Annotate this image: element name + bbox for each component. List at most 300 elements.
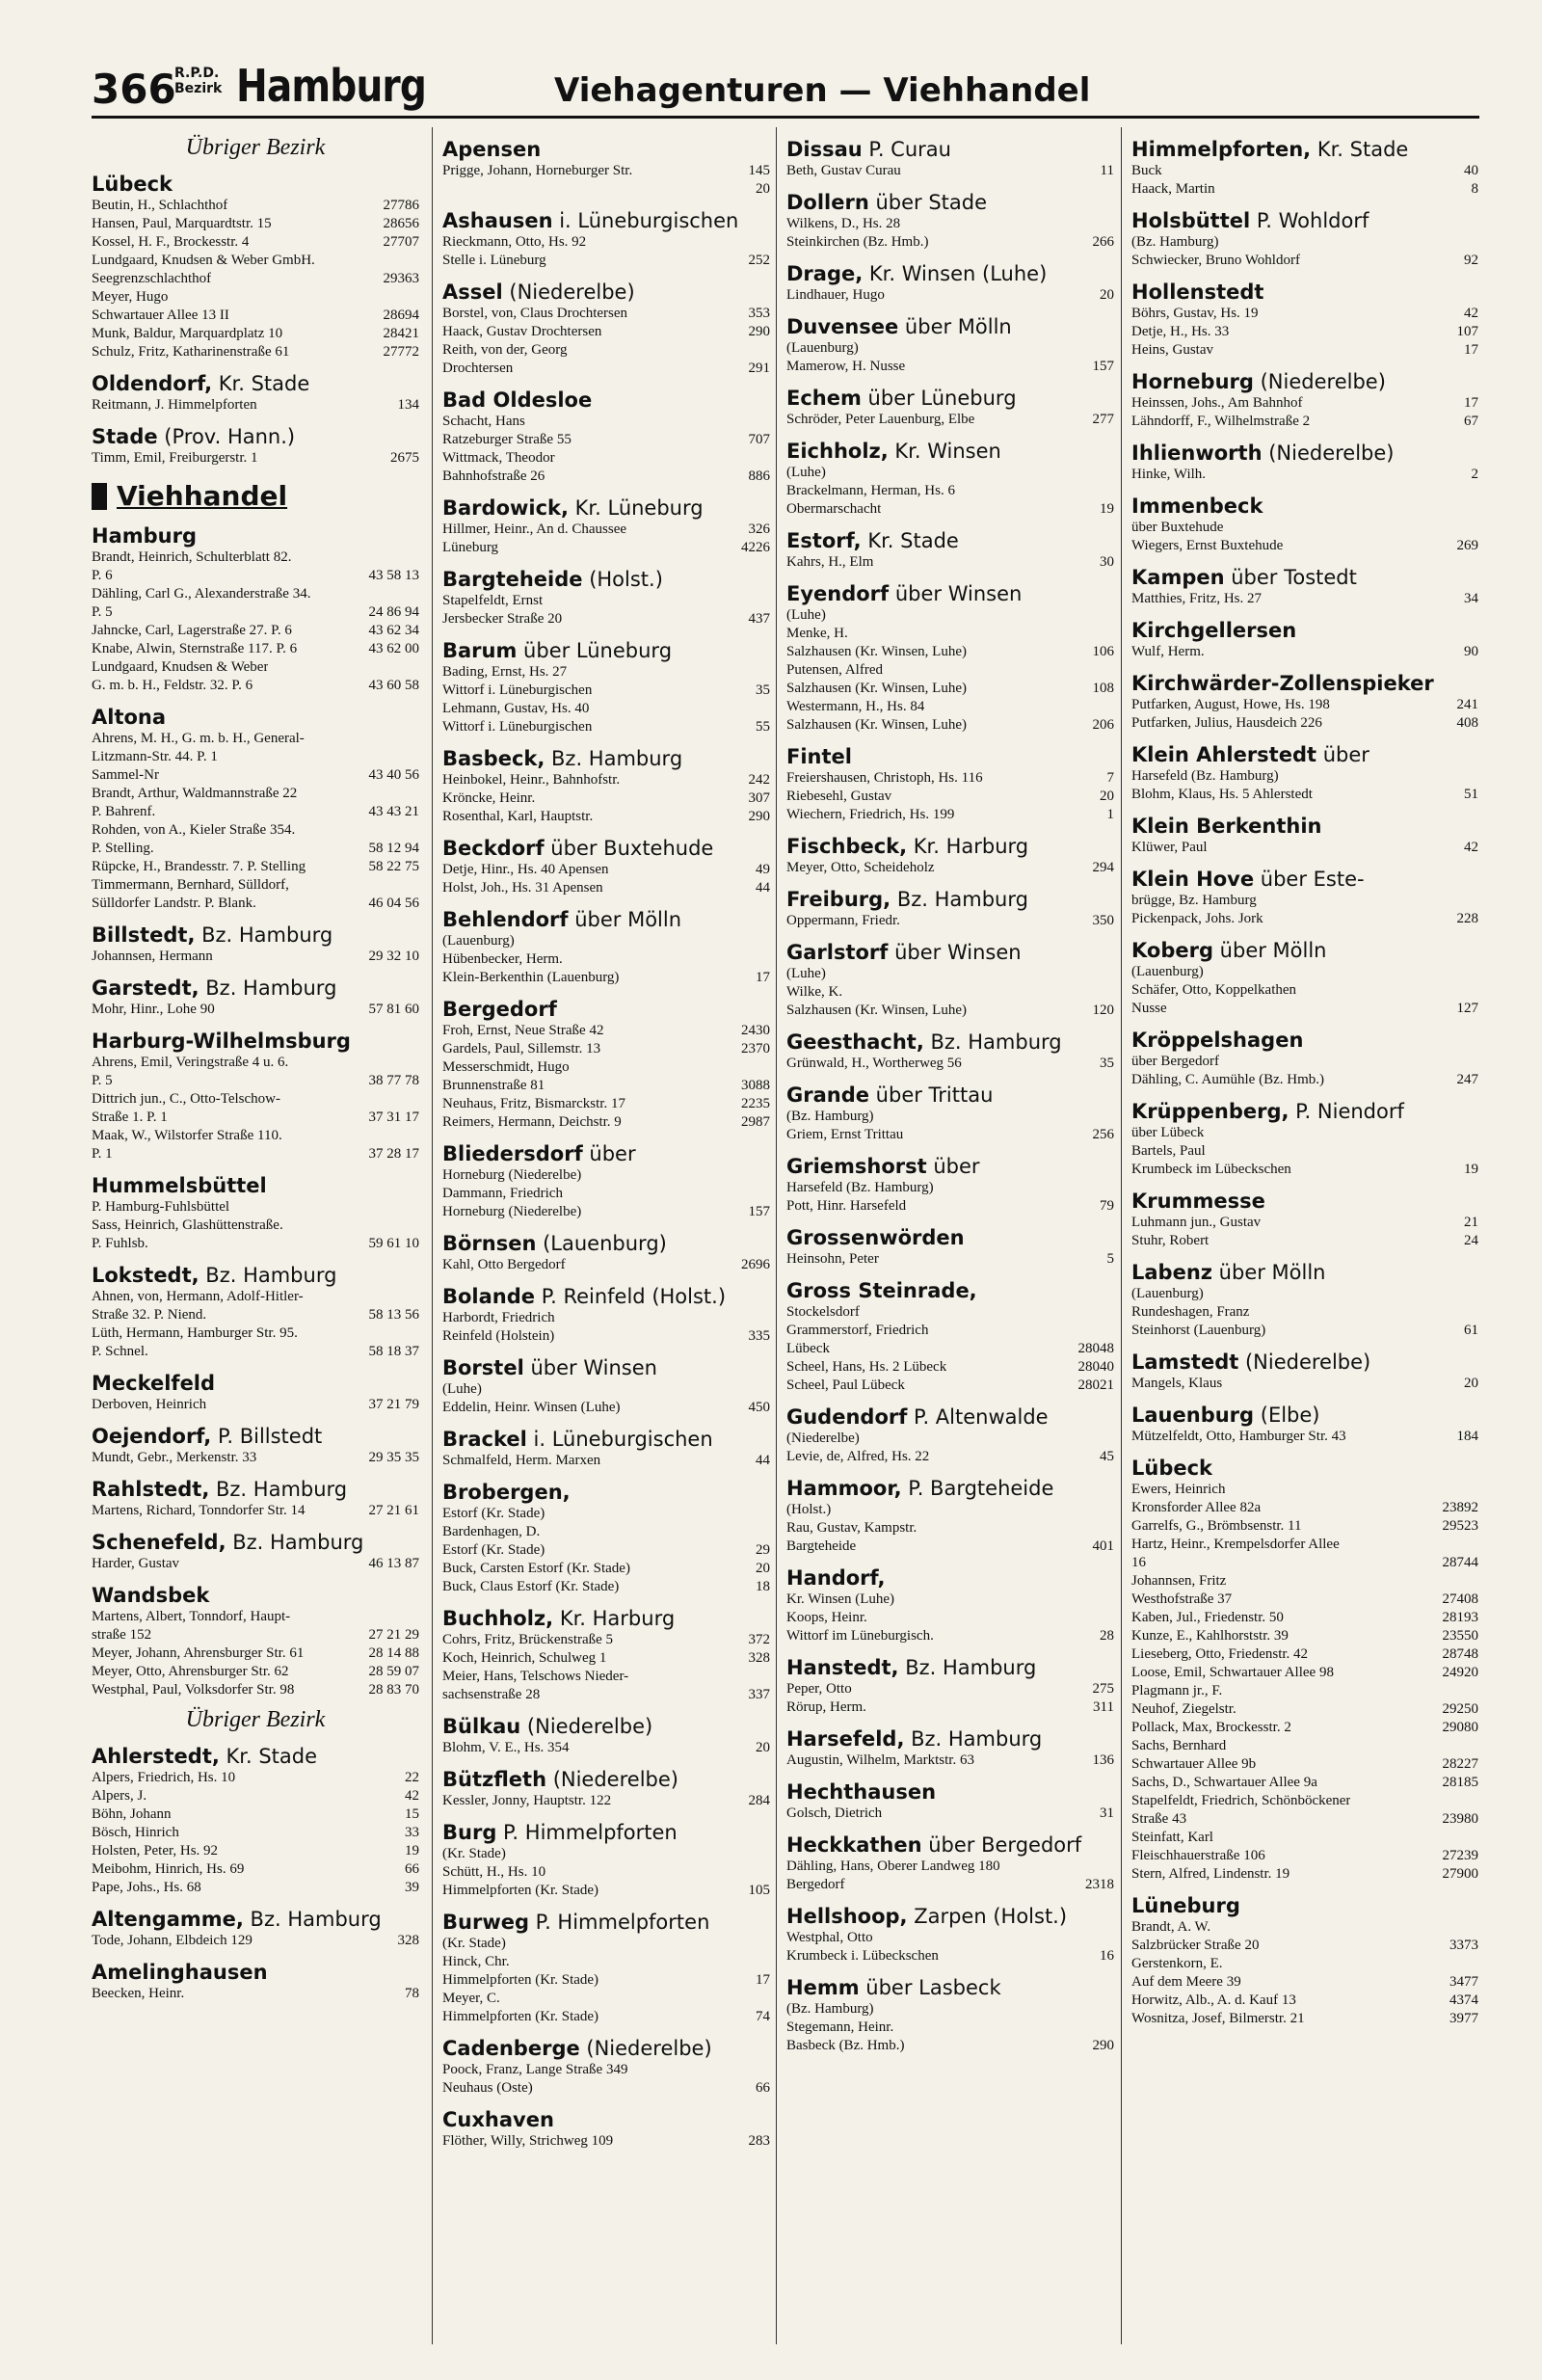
entry-phone: 284: [748, 1793, 770, 1808]
entry-name: Kaben, Jul., Friedenstr. 50: [1131, 1610, 1284, 1625]
directory-entry: [92, 1235, 419, 1253]
directory-entry: [92, 748, 419, 766]
directory-entry: [92, 1109, 419, 1127]
entry-phone: 328: [748, 1650, 770, 1666]
entry-phone: 38 77 78: [368, 1073, 419, 1088]
place-heading: [92, 1583, 419, 1608]
place-heading: [1131, 938, 1478, 963]
entry-phone: 1: [1106, 807, 1114, 822]
entry-name: Horwitz, Alb., A. d. Kauf 13: [1131, 1992, 1296, 2008]
directory-entry: [442, 1953, 770, 1971]
section-banner: [92, 479, 419, 514]
entry-phone: 134: [397, 397, 419, 413]
entry-name: Pape, Johs., Hs. 68: [92, 1880, 201, 1895]
entry-phone: 67: [1464, 414, 1478, 429]
directory-entry: [442, 1185, 770, 1203]
place-heading: [442, 1767, 770, 1792]
entry-name: Brandt, Heinrich, Schulterblatt 82.: [92, 549, 292, 565]
entry-phone: 27 21 61: [368, 1503, 419, 1518]
place-heading: [442, 1284, 770, 1309]
place-qualifier: über Mölln: [1213, 939, 1327, 962]
directory-entry: [442, 610, 770, 628]
entry-name: (Lauenburg): [442, 933, 515, 949]
place-qualifier: über Winsen: [889, 582, 1023, 605]
entry-name: P. Schnel.: [92, 1344, 148, 1359]
entry-name: Beutin, H., Schlachthof: [92, 198, 228, 213]
place-name: Labenz: [1131, 1261, 1212, 1284]
entry-phone: 8: [1471, 181, 1478, 197]
directory-entry: [786, 482, 1114, 500]
directory-entry: [786, 1627, 1114, 1645]
entry-phone: 29250: [1442, 1701, 1478, 1717]
directory-entry: [786, 233, 1114, 252]
entry-phone: 184: [1456, 1429, 1478, 1444]
entry-name: Riebesehl, Gustav: [786, 789, 892, 804]
entry-name: Kr. Winsen (Luhe): [786, 1591, 895, 1607]
place-name: Altengamme,: [92, 1908, 244, 1931]
entry-phone: 120: [1092, 1003, 1114, 1018]
entry-name: Schäfer, Otto, Koppelkathen: [1131, 982, 1297, 998]
entry-name: P. 1: [92, 1146, 113, 1162]
entry-name: Neuhaus, Fritz, Bismarckstr. 17: [442, 1096, 625, 1111]
entry-phone: 59 61 10: [368, 1236, 419, 1251]
entry-name: Fleischhauerstraße 106: [1131, 1848, 1265, 1863]
directory-entry: [786, 965, 1114, 983]
entry-name: Schulz, Fritz, Katharinenstraße 61: [92, 344, 290, 360]
directory-entry: [1131, 786, 1478, 804]
entry-phone: 20: [1100, 789, 1114, 804]
directory-entry: [92, 1072, 419, 1090]
place-heading: [92, 172, 419, 197]
entry-name: Timmermann, Bernhard, Sülldorf,: [92, 877, 289, 893]
entry-phone: 45: [1100, 1449, 1114, 1464]
entry-phone: 290: [748, 809, 770, 824]
entry-name: Schwiecker, Bruno Wohldorf: [1131, 253, 1300, 268]
place-name: Harsefeld,: [786, 1727, 905, 1751]
entry-phone: 19: [405, 1843, 419, 1859]
place-heading: [92, 424, 419, 449]
place-heading: [442, 1910, 770, 1935]
directory-entry: [442, 360, 770, 378]
directory-entry: [786, 1929, 1114, 1947]
entry-name: Salzhausen (Kr. Winsen, Luhe): [786, 1003, 967, 1018]
place-heading: [442, 137, 770, 162]
place-name: Eyendorf: [786, 582, 890, 605]
entry-name: Mundt, Gebr., Merkenstr. 33: [92, 1450, 257, 1465]
place-name: Oldendorf,: [92, 372, 213, 395]
directory-entry: [92, 1324, 419, 1343]
directory-entry: [786, 162, 1114, 180]
entry-name: (Luhe): [786, 607, 826, 623]
entry-phone: 28 59 07: [368, 1664, 419, 1679]
directory-entry: [442, 1256, 770, 1274]
entry-name: Sachs, D., Schwartauer Allee 9a: [1131, 1775, 1317, 1790]
place-qualifier: Bz. Hamburg: [545, 747, 683, 770]
place-name: Bolande: [442, 1285, 536, 1308]
entry-name: Bading, Ernst, Hs. 27: [442, 664, 568, 680]
place-heading: [92, 976, 419, 1001]
entry-name: Hinck, Chr.: [442, 1954, 510, 1969]
place-qualifier: Zarpen (Holst.): [907, 1905, 1068, 1928]
entry-name: Kunze, E., Kahlhorststr. 39: [1131, 1628, 1289, 1644]
place-qualifier: Bz. Hamburg: [199, 976, 337, 1000]
page-number: 366: [92, 66, 176, 113]
directory-entry: [92, 252, 419, 270]
entry-name: Hinke, Wilh.: [1131, 467, 1207, 482]
directory-entry: [442, 1631, 770, 1649]
place-heading: [786, 1030, 1114, 1055]
entry-name: Rieckmann, Otto, Hs. 92: [442, 234, 587, 250]
entry-phone: 28694: [383, 308, 419, 323]
entry-name: Salzhausen (Kr. Winsen, Luhe): [786, 644, 967, 659]
entry-name: Mamerow, H. Nusse: [786, 359, 906, 374]
place-name: Bülkau: [442, 1715, 521, 1738]
entry-name: P. Fuhlsb.: [92, 1236, 148, 1251]
entry-phone: 43 40 56: [368, 767, 419, 783]
place-name: Koberg: [1131, 939, 1213, 962]
directory-entry: [1131, 1865, 1478, 1884]
entry-phone: 4374: [1449, 1992, 1478, 2008]
place-name: Ahlerstedt,: [92, 1745, 220, 1768]
place-heading: [442, 997, 770, 1022]
entry-phone: 28185: [1442, 1775, 1478, 1790]
entry-phone: 15: [405, 1806, 419, 1822]
directory-entry: [92, 1860, 419, 1879]
place-name: Griemshorst: [786, 1155, 927, 1178]
directory-entry: [442, 341, 770, 360]
directory-entry: [442, 2008, 770, 2026]
directory-entry: [786, 1609, 1114, 1627]
place-heading: [442, 1141, 770, 1166]
place-qualifier: über Mölln: [898, 315, 1012, 338]
place-name: Immenbeck: [1131, 495, 1263, 518]
directory-entry: [1131, 1755, 1478, 1774]
entry-name: Grammerstorf, Friedrich: [786, 1323, 929, 1338]
entry-name: Kröncke, Heinr.: [442, 790, 536, 806]
entry-name: Blohm, Klaus, Hs. 5 Ahlerstedt: [1131, 787, 1313, 802]
place-name: Kirchgellersen: [1131, 619, 1297, 642]
directory-entry: [1131, 1973, 1478, 1992]
directory-entry: [442, 1040, 770, 1058]
directory-entry: [442, 1058, 770, 1077]
entry-name: Haack, Martin: [1131, 181, 1215, 197]
directory-entry: [442, 663, 770, 682]
place-qualifier: über Lüneburg: [517, 639, 673, 662]
place-qualifier: Kr. Stade: [1311, 138, 1409, 161]
entry-phone: 337: [748, 1687, 770, 1702]
directory-entry: [1131, 1792, 1478, 1810]
directory-entry: [92, 1842, 419, 1860]
place-name: Grossenwörden: [786, 1226, 965, 1249]
directory-entry: [442, 771, 770, 789]
entry-name: Brunnenstraße 81: [442, 1078, 545, 1093]
directory-entry: [1131, 1161, 1478, 1179]
directory-entry: [92, 658, 419, 677]
directory-entry: [442, 1022, 770, 1040]
entry-phone: 23980: [1442, 1811, 1478, 1827]
directory-entry: [786, 680, 1114, 698]
entry-name: Wittorf i. Lüneburgischen: [442, 719, 593, 735]
entry-phone: 43 43 21: [368, 804, 419, 819]
directory-entry: [1131, 1847, 1478, 1865]
directory-entry: [1131, 323, 1478, 341]
place-name: Ihlienworth: [1131, 441, 1263, 465]
place-name: Drage,: [786, 262, 864, 285]
place-name: Bardowick,: [442, 496, 569, 520]
directory-entry: [92, 215, 419, 233]
place-name: Bargteheide: [442, 568, 583, 591]
directory-entry: [442, 1845, 770, 1863]
entry-phone: 44: [756, 880, 770, 896]
place-qualifier: Kr. Stade: [861, 529, 959, 552]
entry-phone: 326: [748, 521, 770, 537]
place-name: Behlendorf: [442, 908, 569, 931]
section-marker-icon: [92, 483, 107, 510]
directory-entry: [442, 1990, 770, 2008]
directory-entry: [442, 1077, 770, 1095]
column-3: [776, 127, 1114, 2344]
entry-phone: 29523: [1442, 1518, 1478, 1534]
directory-entry: [1131, 1955, 1478, 1973]
entry-name: Prigge, Johann, Horneburger Str.: [442, 163, 633, 178]
directory-entry: [786, 2000, 1114, 2019]
place-name: Klein Ahlerstedt: [1131, 743, 1317, 766]
entry-phone: 283: [748, 2133, 770, 2149]
directory-entry: [786, 1055, 1114, 1073]
directory-entry: [92, 821, 419, 840]
place-heading: [1131, 494, 1478, 519]
place-qualifier: Bz. Hamburg: [243, 1908, 382, 1931]
bezirk-label: Bezirk: [174, 81, 223, 96]
entry-name: Stapelfeldt, Ernst: [442, 593, 544, 608]
directory-entry: [1131, 1719, 1478, 1737]
entry-phone: 23892: [1442, 1500, 1478, 1515]
directory-entry: [92, 343, 419, 361]
entry-name: Neuhof, Ziegelstr.: [1131, 1701, 1236, 1717]
place-name: Bad Oldesloe: [442, 388, 593, 412]
entry-phone: 108: [1092, 681, 1114, 696]
directory-entry: [92, 785, 419, 803]
directory-entry: [1131, 413, 1478, 431]
directory-entry: [1131, 767, 1478, 786]
entry-name: Ratzeburger Straße 55: [442, 432, 572, 447]
directory-entry: [442, 233, 770, 252]
place-heading: [786, 386, 1114, 411]
place-name: Dollern: [786, 191, 869, 214]
directory-entry: [786, 1501, 1114, 1519]
directory-entry: [1131, 981, 1478, 1000]
place-qualifier: Kr. Lüneburg: [568, 496, 704, 520]
directory-entry: [442, 1166, 770, 1185]
directory-entry: [1131, 839, 1478, 857]
directory-entry: [786, 1680, 1114, 1698]
entry-phone: 92: [1464, 253, 1478, 268]
entry-phone: 28656: [383, 216, 419, 231]
directory-entry: [1131, 1214, 1478, 1232]
entry-phone: 20: [756, 181, 770, 197]
entry-phone: 328: [397, 1933, 419, 1948]
entry-phone: 157: [748, 1204, 770, 1219]
entry-name: Schwartauer Allee 13 II: [92, 308, 229, 323]
entry-phone: 275: [1092, 1681, 1114, 1697]
directory-entry: [92, 1787, 419, 1805]
place-name: Hemm: [786, 1976, 860, 1999]
place-name: Brackel: [442, 1428, 527, 1451]
entry-name: Oppermann, Friedr.: [786, 913, 900, 928]
entry-name: (Lauenburg): [1131, 1286, 1204, 1301]
place-name: Garlstorf: [786, 941, 889, 964]
place-name: Rahlstedt,: [92, 1478, 210, 1501]
entry-phone: 3088: [741, 1078, 770, 1093]
directory-entry: [1131, 466, 1478, 484]
rpd-label: [174, 66, 222, 96]
directory-entry: [92, 1288, 419, 1306]
directory-entry: [442, 2132, 770, 2151]
place-heading: [786, 1404, 1114, 1430]
place-qualifier: P. Altenwalde: [907, 1405, 1049, 1429]
place-heading: [786, 1476, 1114, 1501]
directory-entry: [786, 1448, 1114, 1466]
place-name: Himmelpforten,: [1131, 138, 1312, 161]
entry-phone: 28 14 88: [368, 1645, 419, 1661]
directory-entry: [92, 585, 419, 603]
entry-phone: 43 58 13: [368, 568, 419, 583]
entry-name: Himmelpforten (Kr. Stade): [442, 1972, 599, 1988]
entry-name: Reitmann, J. Himmelpforten: [92, 397, 257, 413]
entry-name: Holsten, Peter, Hs. 92: [92, 1843, 219, 1859]
entry-phone: 43 60 58: [368, 678, 419, 693]
place-heading: [442, 280, 770, 305]
entry-phone: 23550: [1442, 1628, 1478, 1644]
directory-entry: [442, 1113, 770, 1132]
entry-name: Johannsen, Fritz: [1131, 1573, 1227, 1589]
directory-entry: [442, 413, 770, 431]
place-qualifier: (Niederelbe): [1253, 370, 1386, 393]
entry-name: Lüneburg: [442, 540, 499, 555]
place-name: Duvensee: [786, 315, 899, 338]
directory-entry: [786, 806, 1114, 824]
place-name: Billstedt,: [92, 923, 196, 947]
place-heading: [1131, 618, 1478, 643]
directory-entry: [92, 1932, 419, 1950]
entry-phone: 256: [1092, 1127, 1114, 1142]
entry-name: (Bz. Hamburg): [1131, 234, 1219, 250]
entry-phone: 44: [756, 1453, 770, 1468]
entry-name: Pollack, Max, Brockesstr. 2: [1131, 1720, 1291, 1735]
entry-phone: 90: [1464, 644, 1478, 659]
entry-name: Koch, Heinrich, Schulweg 1: [442, 1650, 607, 1666]
entry-name: Tode, Johann, Elbdeich 129: [92, 1933, 253, 1948]
entry-name: Scheel, Hans, Hs. 2 Lübeck: [786, 1359, 947, 1375]
entry-phone: 28744: [1442, 1555, 1478, 1570]
entry-name: Munk, Baldur, Marquardplatz 10: [92, 326, 283, 341]
place-qualifier: Kr. Stade: [219, 1745, 318, 1768]
place-name: Meckelfeld: [92, 1372, 216, 1395]
directory-entry: [92, 858, 419, 876]
directory-entry: [1131, 1285, 1478, 1303]
entry-name: Meibohm, Hinrich, Hs. 69: [92, 1861, 245, 1877]
entry-phone: 4226: [741, 540, 770, 555]
place-heading: [92, 1263, 419, 1288]
place-heading: [442, 1606, 770, 1631]
directory-entry: [786, 1303, 1114, 1322]
entry-name: Wittorf i. Lüneburgischen: [442, 682, 593, 698]
place-heading: [442, 746, 770, 771]
entry-name: Alpers, Friedrich, Hs. 10: [92, 1770, 236, 1785]
entry-name: Putfarken, Julius, Hausdeich 226: [1131, 715, 1322, 731]
place-heading: [1131, 565, 1478, 590]
directory-entry: [1131, 1142, 1478, 1161]
place-name: Harburg-Wilhelmsburg: [92, 1030, 351, 1053]
place-heading: [442, 907, 770, 932]
entry-name: (Kr. Stade): [442, 1936, 506, 1951]
directory-entry: [786, 1126, 1114, 1144]
directory-entry: [92, 449, 419, 468]
entry-name: Straße 1. P. 1: [92, 1110, 168, 1125]
directory-entry: [442, 808, 770, 826]
directory-entry: [92, 622, 419, 640]
directory-entry: [92, 1090, 419, 1109]
entry-name: Meyer, C.: [442, 1991, 500, 2006]
entry-name: Scheel, Paul Lübeck: [786, 1377, 905, 1393]
entry-phone: 39: [405, 1880, 419, 1895]
place-heading: [786, 834, 1114, 859]
directory-entry: [442, 468, 770, 486]
entry-name: Lähndorff, F., Wilhelmstraße 2: [1131, 414, 1311, 429]
directory-entry: [92, 233, 419, 252]
entry-name: Martens, Albert, Tonndorf, Haupt-: [92, 1609, 291, 1624]
entry-name: Ahrens, M. H., G. m. b. H., General-: [92, 731, 305, 746]
directory-entry: [786, 2037, 1114, 2055]
entry-name: Obermarschacht: [786, 501, 882, 517]
directory-entry: [442, 682, 770, 700]
entry-phone: 79: [1100, 1198, 1114, 1214]
directory-entry: [1131, 1810, 1478, 1829]
directory-entry: [1131, 1517, 1478, 1536]
entry-phone: 24: [1464, 1233, 1478, 1248]
entry-name: Kahl, Otto Bergedorf: [442, 1257, 566, 1272]
entry-name: Salzbrücker Straße 20: [1131, 1938, 1260, 1953]
entry-name: Lieseberg, Otto, Friedenstr. 42: [1131, 1646, 1309, 1662]
entry-name: Lindhauer, Hugo: [786, 287, 885, 303]
place-qualifier: über Buxtehude: [544, 837, 714, 860]
entry-phone: 2: [1471, 467, 1478, 482]
entry-name: Reith, von der, Georg: [442, 342, 568, 358]
directory-entry: [442, 1309, 770, 1327]
entry-phone: 42: [405, 1788, 419, 1804]
entry-name: Sass, Heinrich, Glashüttenstraße.: [92, 1217, 283, 1233]
place-qualifier: über Winsen: [888, 941, 1022, 964]
entry-name: Brandt, A. W.: [1131, 1919, 1211, 1935]
entry-name: P. Hamburg-Fuhlsbüttel: [92, 1199, 230, 1215]
place-heading: [442, 1355, 770, 1380]
directory-entry: [1131, 162, 1478, 180]
place-qualifier: über: [926, 1155, 980, 1178]
directory-entry: [786, 716, 1114, 735]
directory-entry: [442, 521, 770, 539]
entry-phone: 28193: [1442, 1610, 1478, 1625]
directory-entry: [92, 1879, 419, 1897]
directory-entry: [442, 162, 770, 180]
entry-name: Heinssen, Johs., Am Bahnhof: [1131, 395, 1303, 411]
directory-entry: [442, 252, 770, 270]
directory-entry: [442, 539, 770, 557]
directory-entry: [92, 1608, 419, 1626]
entry-name: Wittorf im Lüneburgisch.: [786, 1628, 934, 1644]
directory-entry: [92, 567, 419, 585]
directory-entry: [1131, 519, 1478, 537]
directory-entry: [1131, 1428, 1478, 1446]
